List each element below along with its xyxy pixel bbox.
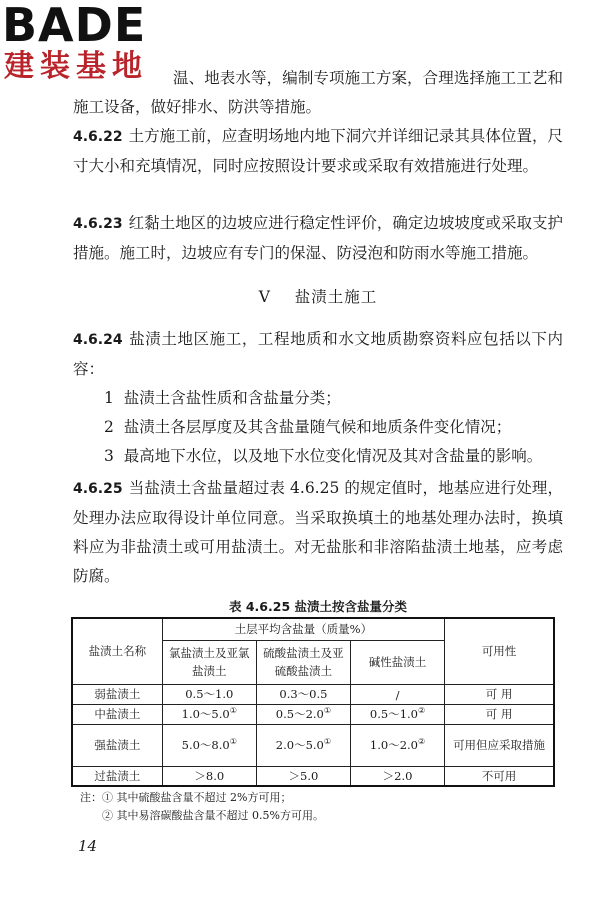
clause-text: 盐渍土地区施工，工程地质和水文地质勘察资料应包括以下内容： <box>73 330 563 378</box>
note-line <box>80 807 324 825</box>
header-usable: 可用性 <box>445 618 554 684</box>
cell-alkaline <box>350 704 444 724</box>
table-row <box>72 684 554 704</box>
table-header-row <box>72 618 554 640</box>
logo-wordmark: BADE <box>2 0 147 52</box>
cell-usable: 可 用 <box>445 684 554 704</box>
cell-alkaline <box>350 684 444 704</box>
clause-number: 4.6.22 <box>73 129 123 145</box>
cell-usable: 可用但应采取措施 <box>445 724 554 766</box>
subheader-chloride: 氯盐渍土及亚氯盐渍土 <box>162 640 256 684</box>
cell-sulfate <box>256 704 350 724</box>
table-row <box>72 704 554 724</box>
list-item <box>73 413 563 442</box>
cell-value: 2.0～5.0 <box>275 738 324 752</box>
cell-note: ① <box>323 737 332 747</box>
cell-alkaline <box>350 724 444 766</box>
salt-classification-table <box>71 617 555 787</box>
clause-text: 红黏土地区的边坡应进行稳定性评价，确定边坡坡度或采取支护措施。施工时，边坡应有专门的保湿、防浸泡和防雨水等施工措施。 <box>73 214 563 262</box>
cell-note: ② <box>418 737 426 747</box>
cell-value: 5.0～8.0 <box>181 738 230 752</box>
cell-value: ＞2.0 <box>382 768 413 783</box>
cell-value: / <box>395 687 400 702</box>
clause-text: 当盐渍土含盐量超过表 4.6.25 的规定值时，地基应进行处理，处理办法应取得设计单位同意。当采取换填土的地基处理办法时，换填料应为非盐渍土或可用盐渍土。对无盐胀和非溶陷盐渍土地基，应考虑防腐。 <box>73 479 563 585</box>
clause-4-6-22 <box>73 122 563 181</box>
cell-note: ① <box>323 706 332 716</box>
note-line <box>80 789 324 807</box>
subheader-sulfate: 硫酸盐渍土及亚硫酸盐渍土 <box>256 640 350 684</box>
cell-chloride <box>162 724 256 766</box>
section-title: 盐渍土施工 <box>294 288 378 306</box>
cell-chloride <box>162 704 256 724</box>
cell-value: 1.0～5.0 <box>181 707 230 721</box>
list-item-number: 1 <box>104 389 114 407</box>
list-item-text: 盐渍土各层厚度及其含盐量随气候和地质条件变化情况； <box>123 418 512 436</box>
paragraph-text: 温、地表水等，编制专项施工方案，合理选择施工工艺和施工设备，做好排水、防洪等措施。 <box>73 69 563 116</box>
cell-value: 0.5～1.0 <box>185 687 234 701</box>
clause-4-6-24 <box>73 325 563 471</box>
cell-usable: 不可用 <box>445 766 554 786</box>
header-group: 土层平均含盐量（质量%） <box>162 618 444 640</box>
list-item <box>73 384 563 413</box>
clause-text: 土方施工前，应查明场地内地下洞穴并详细记录其具体位置，尺寸大小和充填情况，同时应按照设计要求或采取有效措施进行处理。 <box>73 127 563 175</box>
clause-4-6-25 <box>73 474 563 591</box>
table-notes <box>80 789 324 825</box>
note-label: 注： <box>80 791 102 804</box>
cell-sulfate <box>256 766 350 786</box>
list-item-number: 2 <box>104 418 114 436</box>
cell-value: 1.0～2.0 <box>369 738 418 752</box>
cell-sulfate <box>256 684 350 704</box>
cell-note: ① <box>229 706 237 716</box>
row-name: 过盐渍土 <box>72 766 162 786</box>
cell-note: ① <box>229 737 237 747</box>
cell-value: 0.5～2.0 <box>275 707 324 721</box>
cell-sulfate <box>256 724 350 766</box>
page-number: 14 <box>78 837 98 855</box>
list-item <box>73 442 563 471</box>
list-item-number: 3 <box>104 447 114 465</box>
cell-alkaline <box>350 766 444 786</box>
cell-value: ＞8.0 <box>194 768 225 783</box>
watermark-logo <box>2 0 182 95</box>
clause-number: 4.6.24 <box>73 332 123 348</box>
clause-4-6-23 <box>73 209 563 268</box>
note-text: ① 其中硫酸盐含量不超过 2%方可用； <box>102 791 292 804</box>
section-numeral: V <box>258 288 271 306</box>
list-item-text: 最高地下水位，以及地下水位变化情况及其对含盐量的影响。 <box>123 447 543 465</box>
cell-value: 0.5～1.0 <box>369 707 418 721</box>
cell-note: ② <box>418 706 426 716</box>
logo-subtitle: 建装基地 <box>4 49 148 84</box>
cell-chloride <box>162 684 256 704</box>
cell-value: 0.3～0.5 <box>279 687 328 701</box>
row-name: 中盐渍土 <box>72 704 162 724</box>
row-name: 弱盐渍土 <box>72 684 162 704</box>
list-item-text: 盐渍土含盐性质和含盐量分类； <box>123 389 341 407</box>
cell-value: ＞5.0 <box>288 768 319 783</box>
clause-number: 4.6.25 <box>73 481 123 497</box>
table-row <box>72 766 554 786</box>
table-caption: 表 4.6.25 盐渍土按含盐量分类 <box>229 599 407 614</box>
subheader-alkaline: 碱性盐渍土 <box>350 640 444 684</box>
section-heading <box>73 285 563 307</box>
cell-usable: 可 用 <box>445 704 554 724</box>
cell-chloride <box>162 766 256 786</box>
header-name: 盐渍土名称 <box>72 618 162 684</box>
table-row <box>72 724 554 766</box>
note-text: ② 其中易溶碳酸盐含量不超过 0.5%方可用。 <box>102 809 324 822</box>
clause-number: 4.6.23 <box>73 216 123 232</box>
row-name: 强盐渍土 <box>72 724 162 766</box>
